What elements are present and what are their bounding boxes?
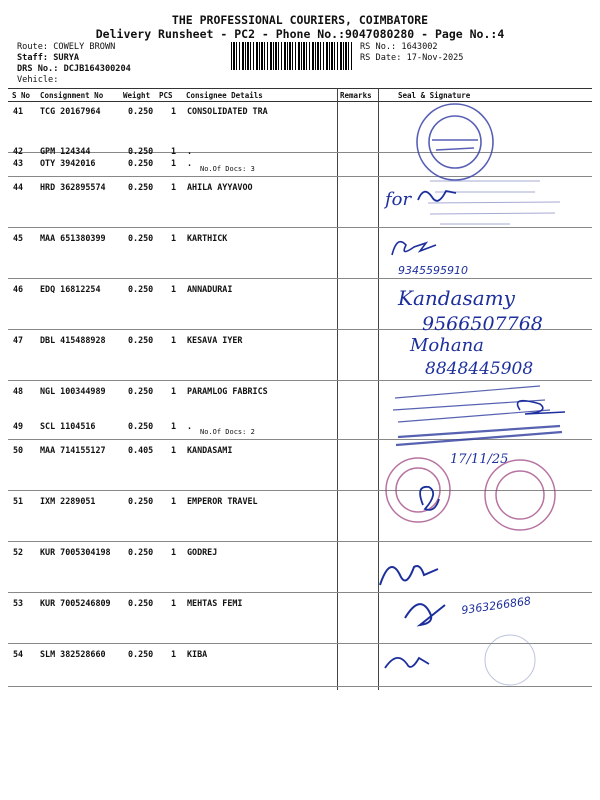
serial-number: 51 — [13, 496, 24, 506]
consignee-name: KARTHICK — [187, 233, 228, 243]
serial-number: 50 — [13, 445, 24, 455]
stamp-48 — [393, 386, 562, 445]
consignee-name: . — [187, 421, 193, 431]
rs-no-text: RS No.: 1643002 — [360, 42, 438, 52]
consignment-number: TCG 20167964 — [40, 106, 101, 116]
signature-53 — [405, 604, 445, 625]
company-name: THE PROFESSIONAL COURIERS, COIMBATORE — [171, 13, 429, 27]
consignment-number: DBL 415488928 — [40, 335, 106, 345]
consignment-number: KUR 7005246809 — [40, 598, 111, 608]
consignment-number: NGL 100344989 — [40, 386, 106, 396]
consignee-name: . — [187, 158, 193, 168]
consignment-number: GPM 124344 — [40, 146, 91, 156]
col-pcs: PCS — [159, 91, 173, 100]
signature-46-phone: 9566507768 — [422, 313, 543, 335]
consignment-number: MAA 714155127 — [40, 445, 106, 455]
col-remarks: Remarks — [340, 91, 372, 100]
signature-46-name: Kandasamy — [398, 286, 515, 310]
consignee-name: . — [187, 146, 193, 156]
weight-value: 0.250 — [128, 649, 154, 659]
serial-number: 46 — [13, 284, 24, 294]
weight-value: 0.250 — [128, 547, 154, 557]
consignee-name: KANDASAMI — [187, 445, 233, 455]
route-text: Route: COWELY BROWN — [17, 42, 116, 52]
pieces-count: 1 — [171, 386, 177, 396]
stamp-41 — [417, 104, 493, 180]
pieces-count: 1 — [171, 445, 177, 455]
consignee-name: CONSOLIDATED TRA — [187, 106, 268, 116]
signature-53-phone: 9363266868 — [460, 594, 532, 617]
signature-50-date: 17/11/25 — [450, 452, 509, 467]
consignment-number: IXM 2289051 — [40, 496, 96, 506]
weight-value: 0.250 — [128, 284, 154, 294]
consignee-name: AHILA AYYAVOO — [187, 182, 253, 192]
staff-text: Staff: SURYA — [17, 53, 80, 63]
serial-number: 43 — [13, 158, 24, 168]
weight-value: 0.250 — [128, 598, 154, 608]
consignee-name: GODREJ — [187, 547, 218, 557]
serial-number: 41 — [13, 106, 24, 116]
weight-value: 0.250 — [128, 496, 154, 506]
weight-value: 0.250 — [128, 106, 154, 116]
consignment-number: KUR 7005304198 — [40, 547, 111, 557]
pieces-count: 1 — [171, 284, 177, 294]
vehicle-text: Vehicle: — [17, 75, 59, 85]
pieces-count: 1 — [171, 496, 177, 506]
serial-number: 44 — [13, 182, 24, 192]
serial-number: 45 — [13, 233, 24, 243]
consignee-name: ANNADURAI — [187, 284, 233, 294]
consignment-number: MAA 651380399 — [40, 233, 106, 243]
docs-count: No.Of Docs: 3 — [200, 165, 255, 173]
stamp-50 — [386, 458, 555, 530]
serial-number: 47 — [13, 335, 24, 345]
serial-number: 42 — [13, 146, 24, 156]
consignee-name: MEHTAS FEMI — [187, 598, 243, 608]
rs-date-text: RS Date: 17-Nov-2025 — [360, 53, 464, 63]
stamp-44 — [428, 181, 560, 224]
signature-54 — [385, 658, 429, 668]
col-consignee: Consignee Details — [186, 91, 263, 100]
drs-text: DRS No.: DCJB164300204 — [17, 64, 131, 74]
pieces-count: 1 — [171, 421, 177, 431]
docs-count: No.Of Docs: 2 — [200, 428, 255, 436]
weight-value: 0.405 — [128, 445, 154, 455]
pieces-count: 1 — [171, 182, 177, 192]
col-seal: Seal & Signature — [398, 91, 471, 100]
pieces-count: 1 — [171, 233, 177, 243]
serial-number: 49 — [13, 421, 24, 431]
pieces-count: 1 — [171, 547, 177, 557]
pieces-count: 1 — [171, 106, 177, 116]
weight-value: 0.250 — [128, 386, 154, 396]
pieces-count: 1 — [171, 598, 177, 608]
signature-52 — [380, 566, 438, 585]
signature-51 — [420, 487, 439, 510]
col-weight: Weight — [123, 91, 151, 100]
col-sno: S No — [12, 91, 31, 100]
serial-number: 48 — [13, 386, 24, 396]
consignment-number: EDQ 16812254 — [40, 284, 101, 294]
serial-number: 52 — [13, 547, 24, 557]
serial-number: 53 — [13, 598, 24, 608]
weight-value: 0.250 — [128, 335, 154, 345]
consignment-number: HRD 362895574 — [40, 182, 106, 192]
signature-44-for: for — [385, 189, 412, 210]
consignee-name: KESAVA IYER — [187, 335, 243, 345]
consignment-number: SLM 382528660 — [40, 649, 106, 659]
consignment-number: OTY 3942016 — [40, 158, 96, 168]
pieces-count: 1 — [171, 649, 177, 659]
signature-45 — [392, 242, 436, 255]
signature-47-phone: 8848445908 — [425, 359, 534, 379]
stamp-54 — [485, 635, 535, 685]
pieces-count: 1 — [171, 335, 177, 345]
consignee-name: KIBA — [187, 649, 208, 659]
weight-value: 0.250 — [128, 421, 154, 431]
weight-value: 0.250 — [128, 158, 154, 168]
consignee-name: EMPEROR TRAVEL — [187, 496, 258, 506]
pieces-count: 1 — [171, 158, 177, 168]
serial-number: 54 — [13, 649, 24, 659]
pieces-count: 1 — [171, 146, 177, 156]
weight-value: 0.250 — [128, 182, 154, 192]
runsheet-title: Delivery Runsheet - PC2 - Phone No.:9047080280 - Page No.:4 — [95, 27, 505, 41]
signature-45-phone: 9345595910 — [398, 264, 468, 277]
col-consignment: Consignment No — [40, 91, 104, 100]
weight-value: 0.250 — [128, 233, 154, 243]
consignment-number: SCL 1104516 — [40, 421, 96, 431]
weight-value: 0.250 — [128, 146, 154, 156]
signature-47-name: Mohana — [410, 335, 484, 356]
consignee-name: PARAMLOG FABRICS — [187, 386, 268, 396]
